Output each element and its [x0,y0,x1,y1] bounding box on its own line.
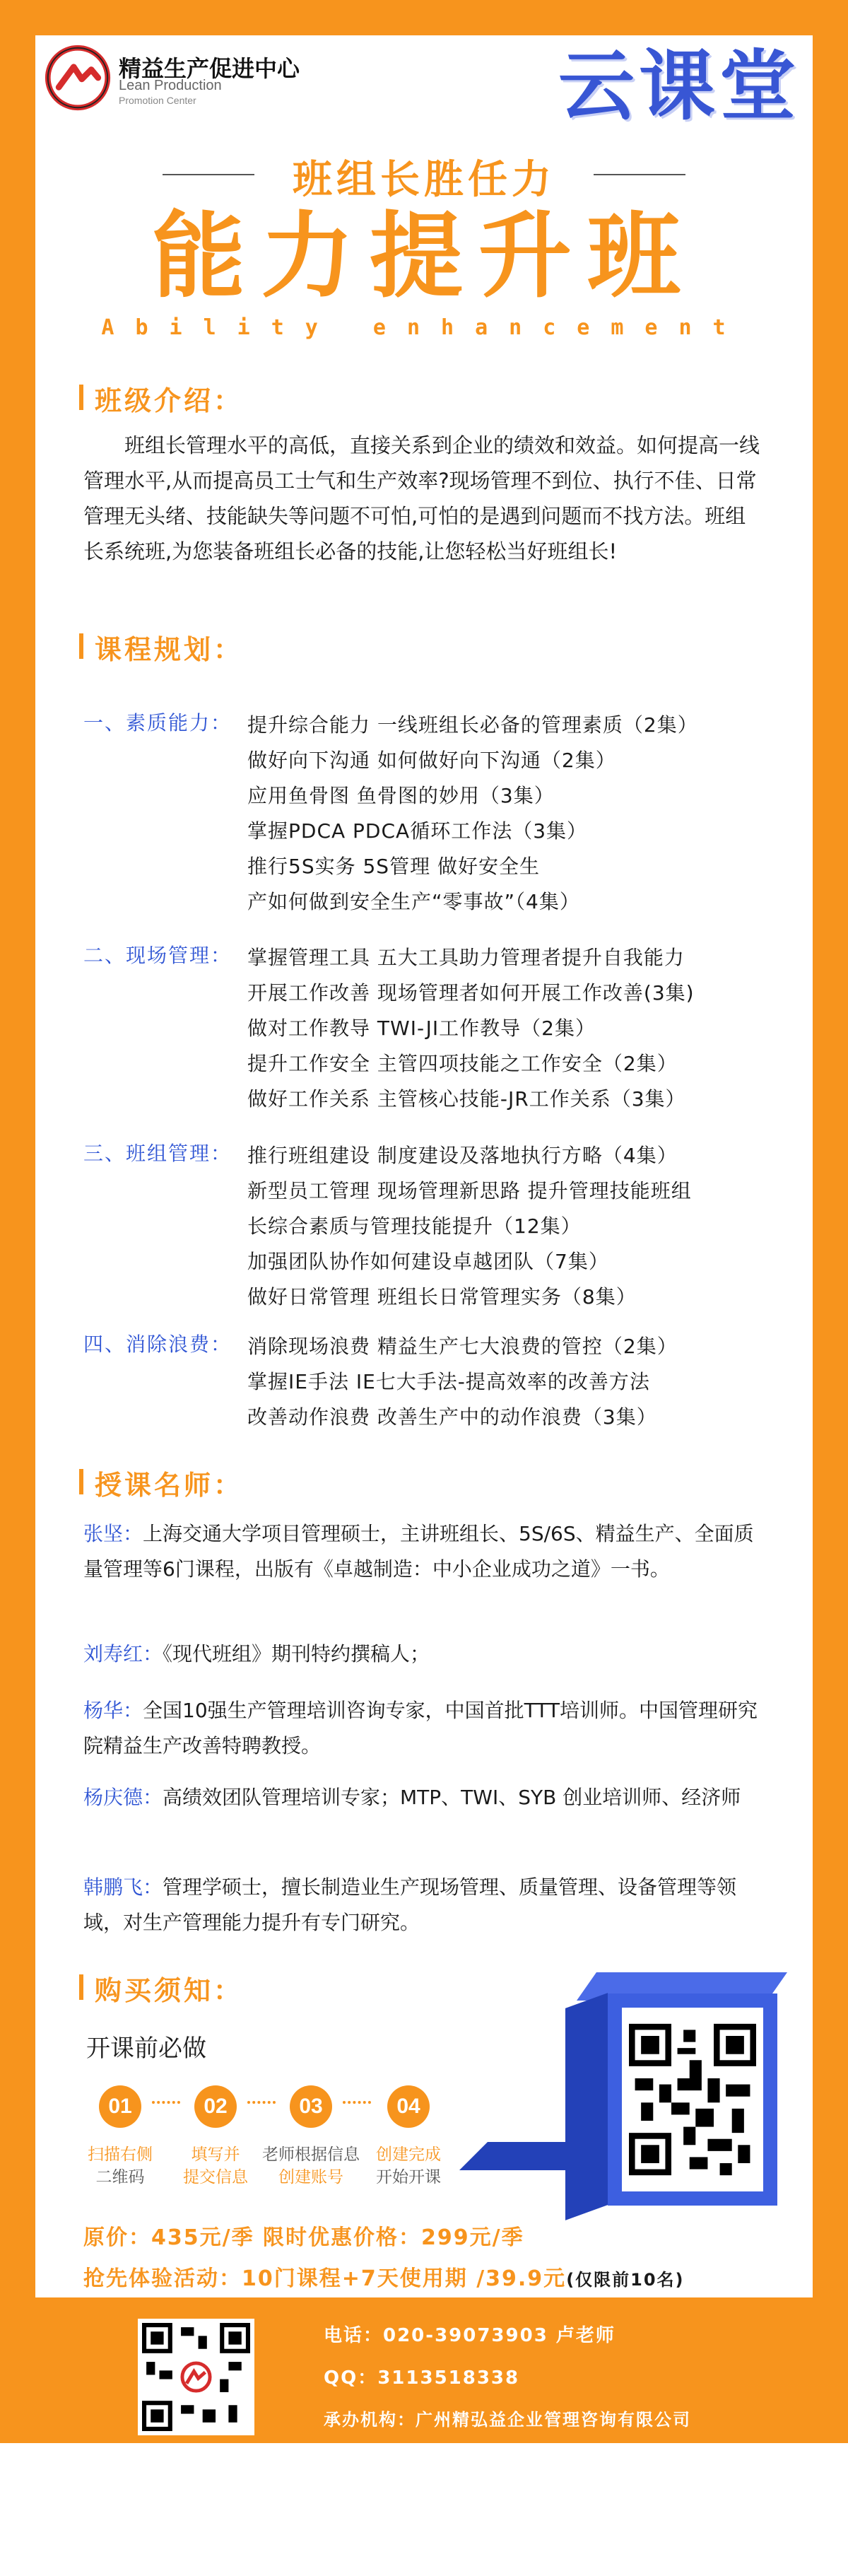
course-item: 做对工作教导 TWI-JI工作教导（2集） [247,1017,596,1040]
brand-name: 精益生产促进中心 [119,55,300,82]
step-badge: 03 [290,2085,332,2128]
teacher-desc: 全国10强生产管理培训咨询专家，中国首批TTT培训师。中国管理研究院精益生产改善特聘教授。 [83,1699,758,1757]
subtitle-line-left [163,174,254,175]
step-caption-line: 创建完成 [376,2145,441,2164]
step-badge: 02 [194,2085,237,2128]
module-label: 一、素质能力： [83,711,232,734]
contact-qq: QQ：3113518338 [324,2367,520,2389]
step-caption-line: 填写并 [191,2145,240,2164]
page-title: 能力提升班 [152,202,696,311]
step-caption-line: 二维码 [95,2168,145,2186]
course-item: 提升综合能力 一线班组长必备的管理素质（2集） [247,713,698,737]
footer-qr-code[interactable] [138,2319,254,2435]
subtitle-line-right [594,174,685,175]
cloud-classroom-label: 云课堂 [558,42,801,131]
course-item: 开展工作改善 现场管理者如何开展工作改善(3集) [247,981,695,1005]
teacher-desc: 上海交通大学项目管理硕士，主讲班组长、5S/6S、精益生产、全面质量管理等6门课程，出版有《卓越制造：中小企业成功之道》一书。 [83,1522,754,1581]
step-connector [152,2101,180,2104]
course-item: 做好向下沟通 如何做好向下沟通（2集） [247,749,616,772]
course-item: 新型员工管理 现场管理新思路 提升管理技能班组 [247,1179,692,1202]
step-badge: 04 [387,2085,430,2128]
qr-display-side [565,1993,608,2220]
course-item: 产如何做到安全生产“零事故”（4集） [247,890,580,913]
intro-heading: 班级介绍： [79,379,243,418]
teacher-name: 杨华： [83,1699,143,1722]
teacher-name: 刘寿红： [83,1642,163,1665]
teacher-entry [83,1637,763,1672]
course-heading: 课程规划： [79,628,243,667]
teacher-entry [83,1870,763,1940]
trial-offer [83,2261,685,2292]
teacher-entry [83,1780,763,1815]
teacher-entry [83,1516,763,1587]
intro-text: 班组长管理水平的高低，直接关系到企业的绩效和效益。如何提高一线管理水平,从而提高员工士气和生产效率?现场管理不到位、执行不佳、日常管理无头绪、技能缺失等问题不可怕,可怕的是遇到问题而不找方法。班组长系统班,为您装备班组长必备的技能,让您轻松当好班组长! [83,433,760,563]
teacher-name: 韩鹏飞： [83,1875,163,1899]
module-label: 四、消除浪费： [83,1333,232,1356]
footer-bottom-area [0,2443,848,2576]
step-caption-line: 提交信息 [183,2168,248,2186]
signup-qr-code[interactable] [622,2008,763,2191]
course-item: 掌握IE手法 IE七大手法-提高效率的改善方法 [247,1370,650,1393]
module-label: 二、现场管理： [83,944,232,967]
page-title-en: Ability enhancement [101,315,747,340]
course-item: 应用鱼骨图 鱼骨图的妙用（3集） [247,784,555,807]
course-item: 消除现场浪费 精益生产七大浪费的管控（2集） [247,1335,678,1358]
teacher-desc: 《现代班组》期刊特约撰稿人； [163,1642,430,1665]
course-item: 掌握PDCA PDCA循环工作法（3集） [247,819,588,843]
module-label: 三、班组管理： [83,1142,232,1165]
step-caption-line: 开始开课 [376,2168,441,2186]
teacher-desc: 高绩效团队管理培训专家；MTP、TWI、SYB 创业培训师、经济师 [163,1786,741,1809]
qr-code-icon [142,2323,250,2431]
qr-code-icon [629,2022,756,2177]
course-item: 加强团队协作如何建设卓越团队（7集） [247,1250,609,1273]
qr-display-face [608,1994,777,2206]
step-caption [166,2143,265,2189]
teachers-heading: 授课名师： [79,1463,243,1502]
course-item: 提升工作安全 主管四项技能之工作安全（2集） [247,1052,678,1075]
step-connector [343,2101,371,2104]
course-item: 推行班组建设 制度建设及落地执行方略（4集） [247,1144,678,1167]
subtitle-block [163,146,685,202]
contact-phone: 电话：020-39073903 卢老师 [324,2325,616,2346]
subtitle: 班组长胜任力 [293,157,555,203]
trial-note: (仅限前10名) [566,2270,685,2290]
price-text: 原价：435元/季 限时优惠价格：299元/季 [83,2225,524,2250]
trial-text: 抢先体验活动：10门课程+7天使用期 /39.9元 [83,2266,567,2291]
step-connector [247,2101,276,2104]
signup-qr-display [565,1972,777,2213]
step-caption-line: 老师根据信息 [262,2145,360,2164]
teacher-desc: 管理学硕士，擅长制造业生产现场管理、质量管理、设备管理等领域，对生产管理能力提升有专门研究。 [83,1875,737,1934]
course-item: 做好工作关系 主管核心技能-JR工作关系（3集） [247,1087,686,1111]
teacher-entry [83,1693,763,1764]
course-item: 推行5S实务 5S管理 做好安全生 [247,855,540,878]
step-caption-line: 创建账号 [278,2168,343,2186]
course-item: 改善动作浪费 改善生产中的动作浪费（3集） [247,1405,657,1429]
step-caption [359,2143,458,2189]
course-item: 掌握管理工具 五大工具助力管理者提升自我能力 [247,946,685,969]
purchase-heading: 购买须知： [79,1969,243,2008]
course-item: 做好日常管理 班组长日常管理实务（8集） [247,1285,637,1309]
organizer: 承办机构：广州精弘益企业管理咨询有限公司 [324,2410,691,2430]
teacher-name: 杨庆德： [83,1786,163,1809]
brand-logo [44,44,112,112]
brand-name-en-sub: Promotion Center [119,95,196,106]
step-badge: 01 [99,2085,141,2128]
step-caption [71,2143,170,2189]
brand-name-en: Lean Production [119,78,222,93]
step-caption [261,2143,360,2189]
step-caption-line: 扫描右侧 [88,2145,153,2164]
steps-title: 开课前必做 [86,2035,206,2063]
course-item: 长综合素质与管理技能提升（12集） [247,1214,582,1238]
teacher-name: 张坚： [83,1522,143,1545]
